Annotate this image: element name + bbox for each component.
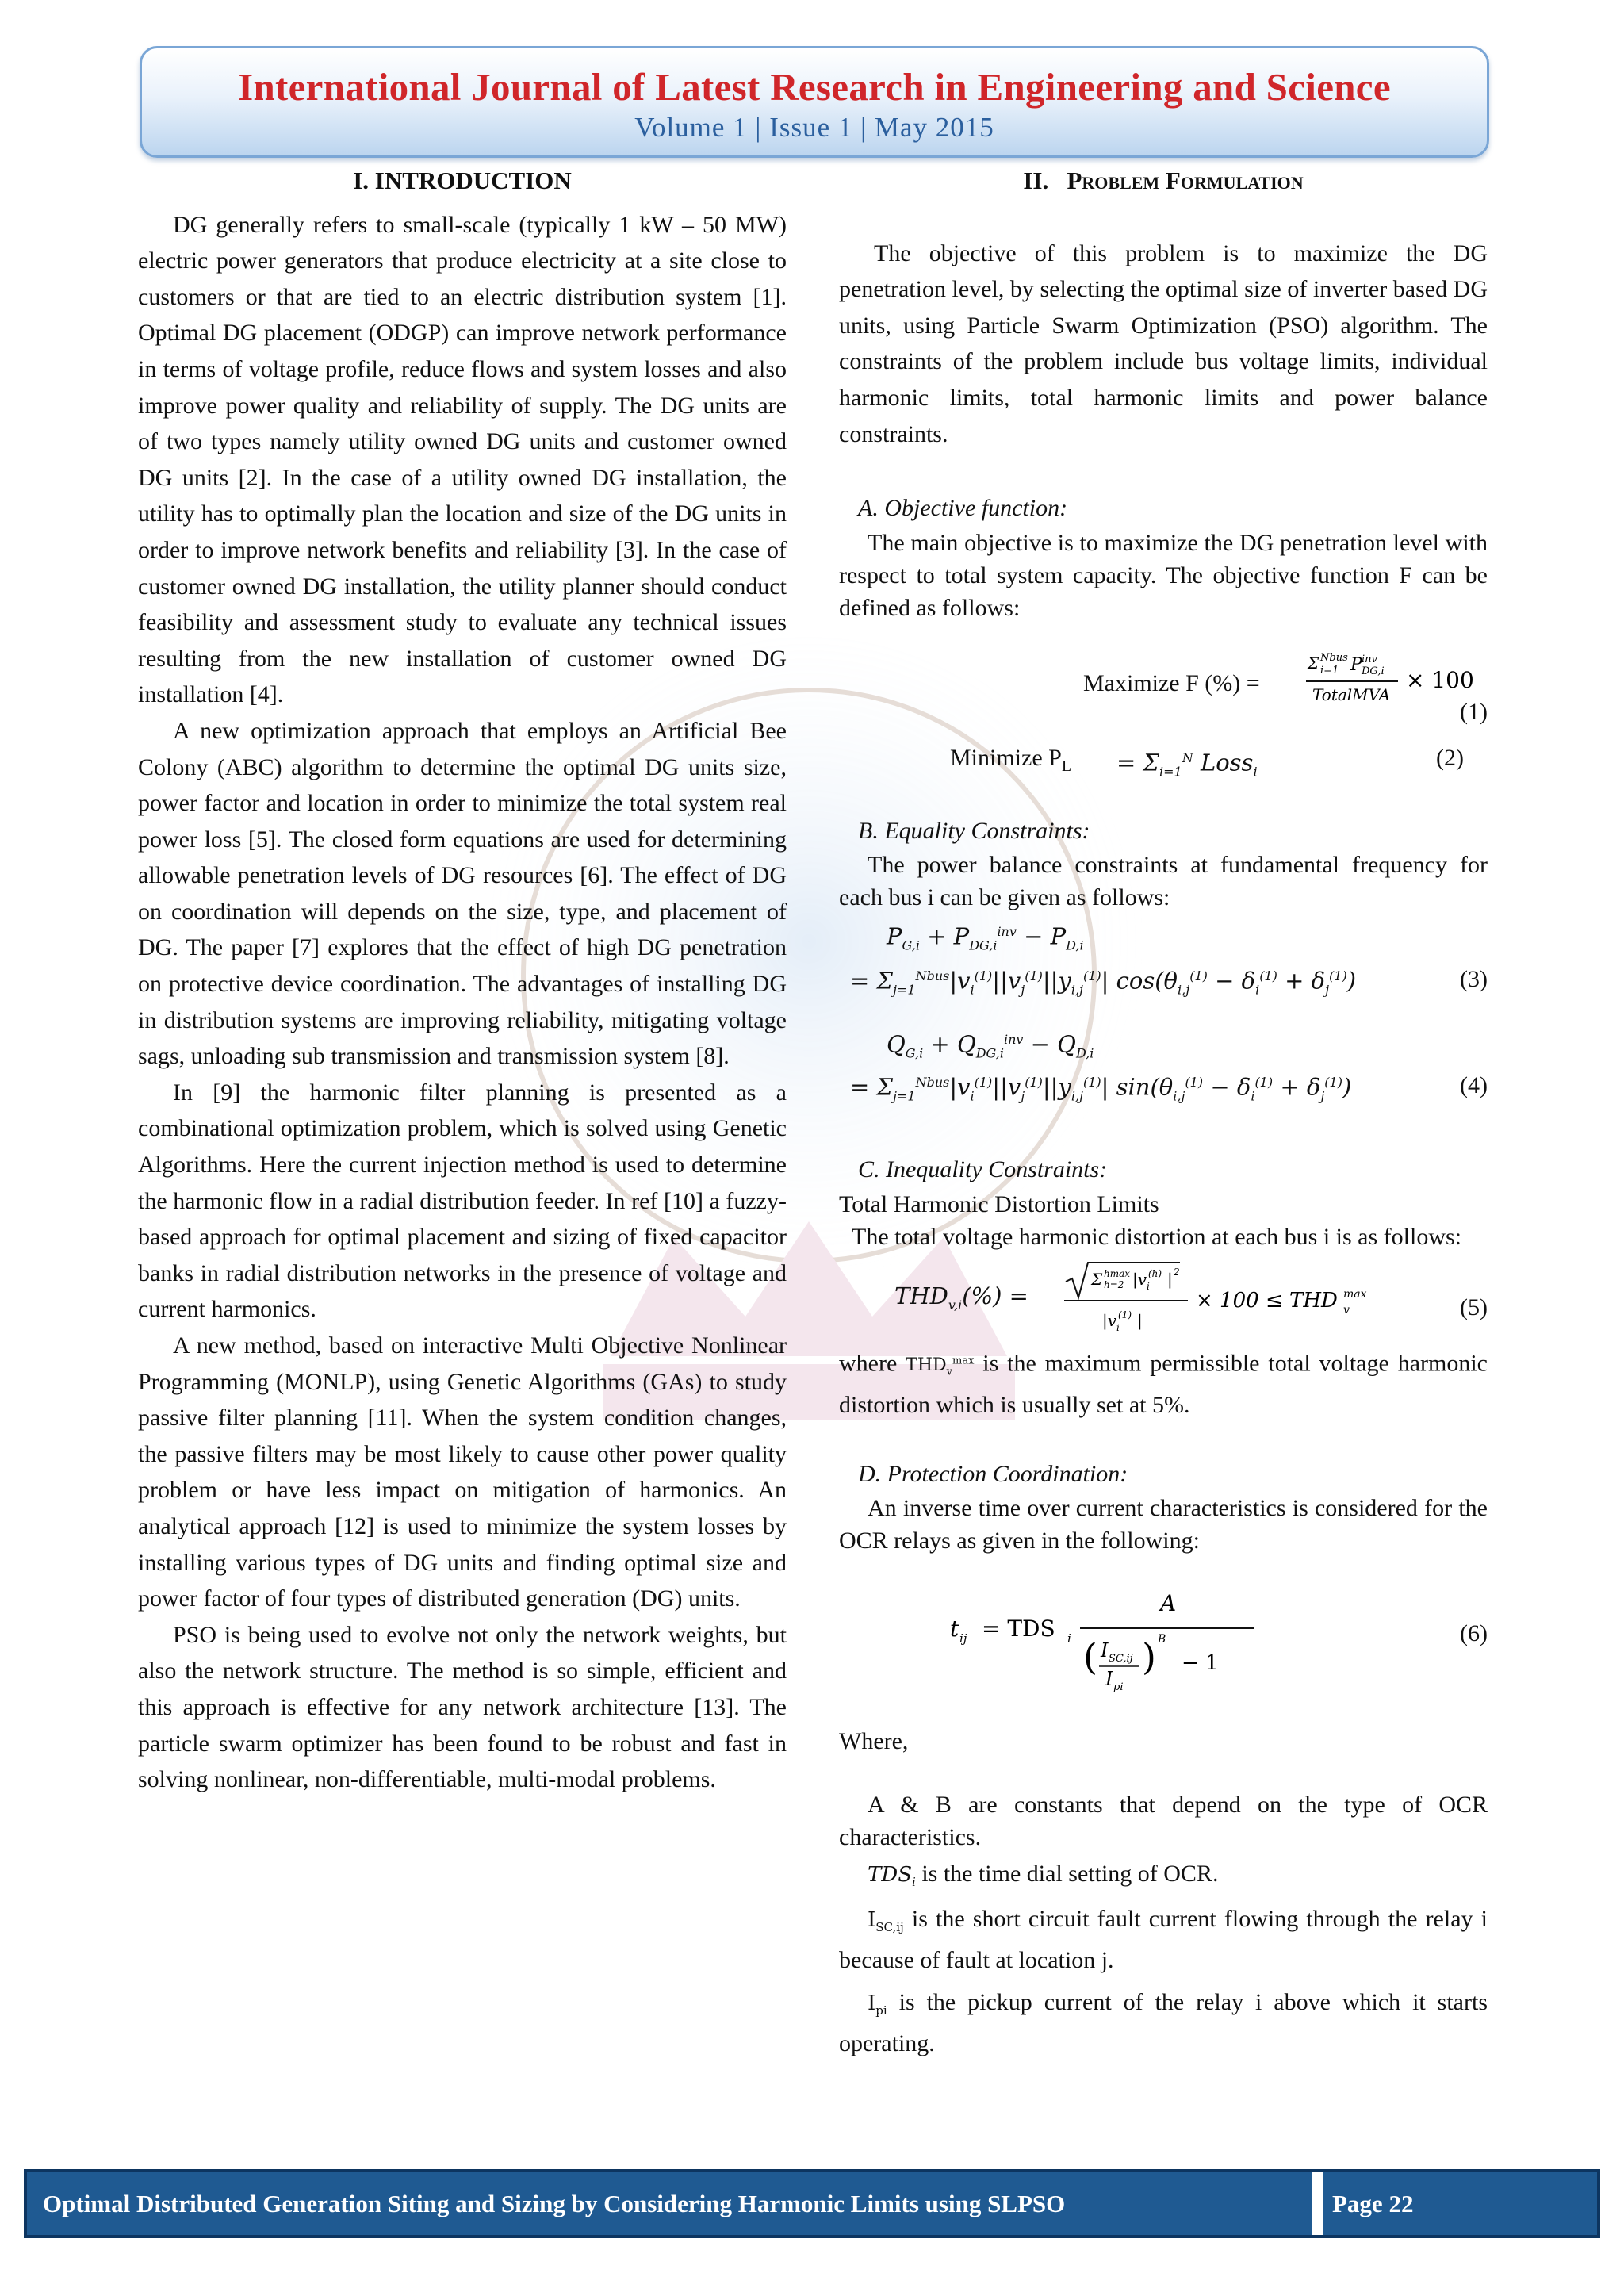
svg-text:max: max — [1343, 1287, 1367, 1301]
section-number: II. — [1023, 167, 1049, 194]
svg-text:DG,i: DG,i — [1362, 665, 1385, 677]
definition-ipi: $I_{pi}$ is the pickup current of the relay i above which it starts operating. — [839, 1989, 1488, 2057]
definition-a-b: A & B are constants that depend on the type of OCR characteristics. — [839, 1791, 1488, 1850]
svg-text:A: A — [1160, 1590, 1177, 1617]
equation-6 — [839, 1581, 1488, 1700]
objective-text: The main objective is to maximize the DG penetration level with respect to total system capacity. The objective function F can be defined as follows: — [839, 529, 1488, 621]
right-column — [839, 163, 1488, 2060]
intro-paragraph-3: In [9] the harmonic filter planning is presented as a combinational optimization problem, which is solved using Genetic Algorithms. Here the current injection method is used to determine the harmonic flow in a radial distribution feeder. In ref [10] a fuzzy-based approach for optimal placement and sizing of fixed capacitor banks in radial distribution networks in the presence of voltage and current harmonics. — [138, 1079, 787, 1323]
thd-text: The total voltage harmonic distortion at each bus i is as follows: — [852, 1223, 1461, 1250]
eq3-line1: $P_{G,i} + P_{DG,i}^{inv} - P_{D,i}$ — [887, 923, 1084, 953]
svg-text:i: i — [1147, 1280, 1150, 1292]
svg-text:|v: |v — [1102, 1310, 1117, 1330]
eq1-formula — [1303, 648, 1541, 711]
section-heading-problem-formulation — [839, 163, 1488, 199]
svg-text:|: | — [1137, 1310, 1143, 1330]
equation-3 — [839, 914, 1488, 1009]
eq5-number: (5) — [1460, 1294, 1488, 1320]
svg-text:Nbus: Nbus — [1320, 651, 1348, 664]
eq4-line2: = $\Sigma_{j=1}^{Nbus}|v_i^{(1)}||v_j^{(1)}||y_{i,j}^{(1)}|$ $\sin(\theta_{i,j}^{(1)} - \delta_i^{(1)} + \delta_j^{(1)})$ — [850, 1074, 1352, 1104]
svg-text:I: I — [1101, 1639, 1109, 1662]
eq2-label: Minimize $P_L$ — [950, 744, 1072, 775]
eq3-line2: = $\Sigma_{j=1}^{Nbus}|v_i^{(1)}||v_j^{(1)}||y_{i,j}^{(1)}|$ $\cos(\theta_{i,j}^{(1)} - \delta_i^{(1)} + \delta_j^{(1)})$ — [850, 968, 1357, 998]
svg-text:Σ: Σ — [1091, 1269, 1103, 1289]
thd-where-text: where $THD_v^{max}$ is the maximum permissible total voltage harmonic distortion which is usually set at 5%. — [839, 1350, 1488, 1418]
section-title: Problem Formulation — [1067, 167, 1304, 194]
definition-isc: $I_{SC,ij}$ is the short circuit fault current flowing through the relay i because of fault at location j. — [839, 1906, 1488, 1974]
svg-text:B: B — [1158, 1633, 1166, 1646]
svg-text:(: ( — [1083, 1635, 1097, 1679]
journal-header — [140, 46, 1489, 158]
intro-paragraph-2: A new optimization approach that employs an Artificial Bee Colony (ABC) algorithm to determine the optimal DG units size, power factor and location in order to minimize the total system real power loss [5]. The closed form equations are used for determining allowable penetration levels of DG resources [6]. The effect of DG on coordination will depends on the size, type, and placement of DG. The paper [7] explores that the effect of high DG penetration on protective device coordination. The advantages of installing DG in distribution systems are improving reliability, mitigating voltage sags, unloading sub transmission and transmission system [8]. — [138, 717, 787, 1070]
svg-text:= TDS: = TDS — [982, 1616, 1055, 1642]
intro-paragraph-4: A new method, based on interactive Multi Objective Nonlinear Programming (MONLP), using Genetic Algorithms (GAs) to study passive filter planning [11]. When the system condition changes, the passive filters may be most likely to cause other power quality problem or have less impact on mitigation of harmonics. An analytical approach [12] is used to minimize the system losses by installing various types of DG units and finding optimal size and power factor of four types of distributed generation (DG) units. — [138, 1332, 787, 1612]
eq6-formula — [950, 1581, 1283, 1700]
svg-text:P: P — [1350, 654, 1362, 675]
eq1-label: Maximize F (%) = — [1083, 669, 1260, 696]
left-column — [138, 163, 787, 1798]
equality-text: The power balance constraints at fundamental frequency for each bus i can be given as follows: — [839, 852, 1488, 911]
intro-paragraph-5: PSO is being used to evolve not only the network weights, but also the network structure. The method is so simple, efficient and this approach is effective for any network architecture [13]. The particle swarm optimizer has been found to be robust and fast in solving nonlinear, non-differentiable, multi-modal problems. — [138, 1621, 787, 1793]
svg-text:I: I — [1105, 1668, 1113, 1691]
svg-text:TotalMVA: TotalMVA — [1312, 684, 1391, 704]
svg-text:): ) — [1142, 1635, 1156, 1679]
eq5-formula: $THD_{v,i}(\%)$ = — [894, 1282, 1028, 1313]
equation-2 — [839, 734, 1488, 781]
journal-title: International Journal of Latest Research in Engineering and Science — [238, 65, 1391, 109]
problem-intro: The objective of this problem is to maximize the DG penetration level, by selecting the optimal size of inverter based DG units, using Particle Swarm Optimization (PSO) algorithm. The constraints of the problem include bus voltage limits, individual harmonic limits, total harmonic limits and power balance constraints. — [839, 240, 1488, 447]
svg-text:2: 2 — [1174, 1266, 1180, 1278]
eq4-line1: $Q_{G,i} + Q_{DG,i}^{inv} - Q_{D,i}$ — [887, 1031, 1094, 1061]
equation-4 — [839, 1022, 1488, 1117]
subsection-inequality: C. Inequality Constraints: — [858, 1156, 1108, 1183]
eq6-number: (6) — [1460, 1620, 1488, 1647]
where-label: Where, — [839, 1728, 909, 1755]
section-heading-introduction: I. INTRODUCTION — [353, 167, 572, 194]
footer-page-number: Page 22 — [1332, 2190, 1414, 2217]
svg-text:t: t — [950, 1616, 959, 1642]
footer-paper-title: Optimal Distributed Generation Siting and Sizing by Considering Harmonic Limits using SLPSO — [43, 2190, 1066, 2217]
svg-text:|v: |v — [1132, 1269, 1147, 1289]
equation-1 — [839, 648, 1488, 727]
svg-text:i: i — [1067, 1631, 1071, 1646]
svg-text:(h): (h) — [1148, 1267, 1162, 1279]
eq5-fraction — [1061, 1258, 1402, 1345]
footer-divider — [1312, 2172, 1323, 2235]
page-footer — [24, 2169, 1600, 2238]
protection-text: An inverse time over current characteristics is considered for the OCR relays as given in the following: — [839, 1495, 1488, 1554]
intro-paragraph-1: DG generally refers to small-scale (typically 1 kW – 50 MW) electric power generators that produce electricity at a site close to customers or that are tied to an electric distribution system [1]. Optimal DG placement (ODGP) can improve network performance in terms of voltage profile, reduce flows and system losses and also improve power quality and reliability of supply. The DG units are of two types namely utility owned DG units and customer owned DG units [2]. In the case of a utility owned DG installation, the utility has to optimally plan the location and size of the DG units in order to improve network benefits and reliability [3]. In the case of customer owned DG installation, the utility planner should conduct feasibility and assessment study to evaluate any technical issues resulting from the new installation of customer owned DG installation [4]. — [138, 211, 787, 708]
svg-text:inv: inv — [1362, 653, 1377, 665]
svg-text:SC,ij: SC,ij — [1109, 1653, 1133, 1665]
svg-text:hmax: hmax — [1104, 1267, 1131, 1279]
svg-text:i=1: i=1 — [1320, 664, 1339, 677]
subsection-equality: B. Equality Constraints: — [858, 817, 1090, 844]
svg-text:|: | — [1167, 1269, 1173, 1289]
eq4-number: (4) — [1460, 1072, 1488, 1099]
svg-text:h=2: h=2 — [1104, 1278, 1124, 1290]
eq3-number: (3) — [1460, 966, 1488, 993]
svg-text:ij: ij — [959, 1631, 967, 1646]
svg-text:pi: pi — [1113, 1681, 1124, 1694]
svg-text:× 100 ≤ THD: × 100 ≤ THD — [1196, 1288, 1338, 1313]
svg-text:i: i — [1116, 1321, 1120, 1333]
eq1-number: (1) — [1460, 698, 1488, 725]
svg-text:Σ: Σ — [1308, 653, 1320, 673]
svg-text:− 1: − 1 — [1182, 1651, 1219, 1676]
svg-text:(1): (1) — [1118, 1309, 1132, 1320]
eq2-number: (2) — [1436, 744, 1464, 771]
thd-limits-title: Total Harmonic Distortion Limits — [839, 1190, 1159, 1217]
subsection-protection: D. Protection Coordination: — [858, 1460, 1128, 1487]
journal-issue: Volume 1 | Issue 1 | May 2015 — [634, 112, 994, 143]
equation-5 — [839, 1258, 1488, 1345]
svg-text:v: v — [1343, 1303, 1350, 1317]
svg-text:× 100: × 100 — [1406, 666, 1474, 693]
eq2-formula: = $\Sigma_{i=1}^N$ Loss$_i$ — [1116, 749, 1258, 780]
subsection-objective: A. Objective function: — [858, 495, 1068, 522]
definition-tds: $TDS_i$ is the time dial setting of OCR. — [868, 1860, 1219, 1890]
